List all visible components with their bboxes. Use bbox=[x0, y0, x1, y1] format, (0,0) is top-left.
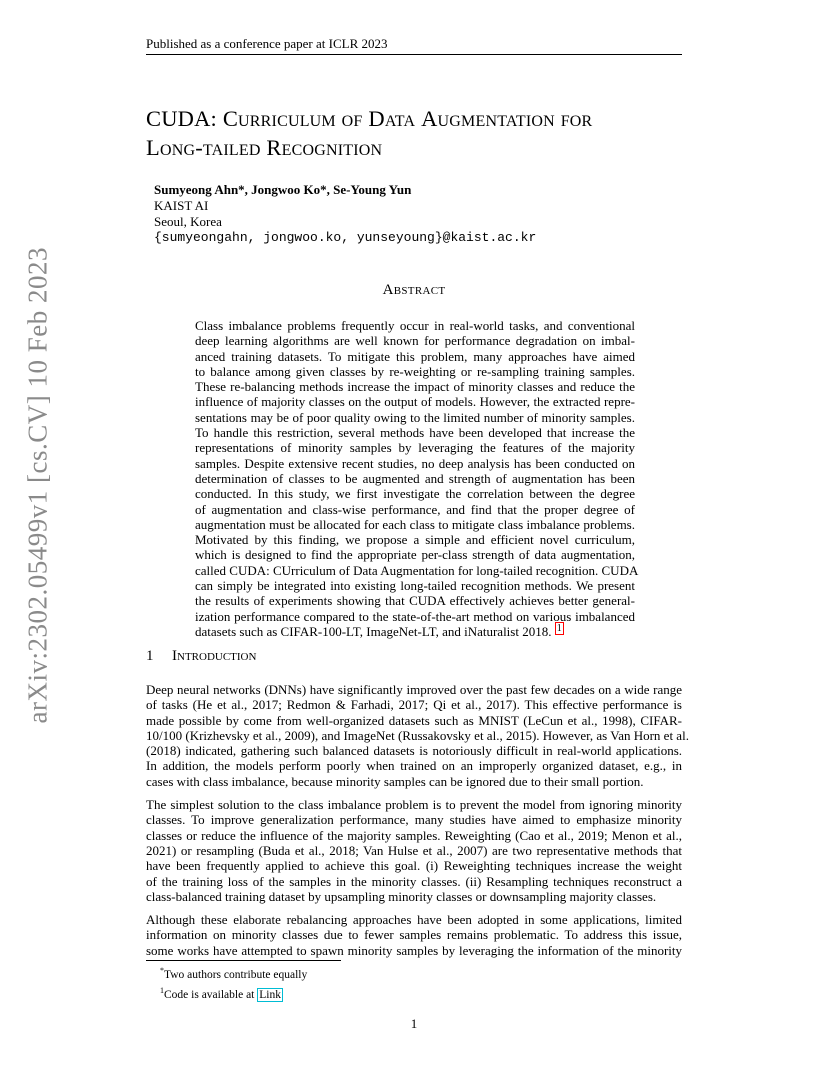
abstract-line: Class imbalance problems frequently occur in real-world tasks, and conventional bbox=[195, 318, 635, 333]
abstract-line: can simply be integrated into existing long-tailed recognition methods. We present bbox=[195, 578, 635, 594]
body-line: (2018) indicated, gathering such balanced datasets is notoriously difficult in real-world applications. bbox=[146, 743, 682, 759]
body-line: 10/100 (Krizhevsky et al., 2009), and ImageNet (Russakovsky et al., 2015). However, as Van Horn et al. bbox=[146, 727, 689, 743]
body-line: of tasks (He et al., 2017; Redmon & Farhadi, 2017; Qi et al., 2017). This effective performance is bbox=[146, 697, 682, 713]
location: Seoul, Korea bbox=[154, 214, 222, 229]
body-line: The simplest solution to the class imbalance problem is to prevent the model from ignoring minority bbox=[146, 797, 682, 813]
abstract-line: deep learning algorithms are well known for performance degradation on imbal- bbox=[195, 333, 635, 349]
introduction-body bbox=[146, 682, 689, 966]
header-rule bbox=[146, 54, 682, 55]
page-number: 1 bbox=[410, 1016, 418, 1031]
body-line: cases with class imbalance, because minority samples can be ignored due to their small portion. bbox=[146, 773, 644, 789]
section-heading-introduction: 1 Introduction bbox=[146, 648, 257, 664]
arxiv-stamp: arXiv:2302.05499v1 [cs.CV] 10 Feb 2023 bbox=[22, 247, 53, 724]
running-header: Published as a conference paper at ICLR 2023 bbox=[146, 36, 388, 51]
author-names: Sumyeong Ahn*, Jongwoo Ko*, Se-Young Yun bbox=[154, 182, 412, 197]
abstract-line: These re-balancing methods increase the impact of minority classes and reduce the bbox=[195, 379, 635, 395]
body-line: of the training loss of the samples in the minority classes. (ii) Resampling techniques reconstruct a bbox=[146, 873, 682, 889]
abstract-line: determination of classes to be augmented and strength of augmentation has been bbox=[195, 470, 635, 486]
footnote-2: $^1$Code is available at Link bbox=[160, 985, 281, 1001]
body-line: made possible by come from well-organized datasets such as MNIST (LeCun et al., 1998), CIFAR- bbox=[146, 712, 682, 728]
abstract-line: Motivated by this finding, we propose a simple and efficient novel curriculum, bbox=[195, 532, 635, 548]
abstract-line: which is designed to find the appropriate per-class strength of data augmentation, bbox=[195, 547, 635, 563]
footnote-ref-1[interactable]: 1 bbox=[556, 622, 562, 634]
abstract-line: the results of experiments showing that CUDA effectively achieves better general- bbox=[195, 593, 635, 609]
abstract-line: sentations may be of poor quality owing to the limited number of minority samples. bbox=[195, 409, 635, 425]
affiliation: KAIST AI bbox=[154, 198, 209, 213]
paper-title: CUDA: Curriculum of Data Augmentation for Long-tailed Recognition bbox=[146, 106, 593, 160]
author-email: {sumyeongahn, jongwoo.ko, yunseyoung}@kaist.ac.kr bbox=[154, 230, 537, 245]
abstract-line: samples. Despite extensive recent studies, no deep analysis has been conducted on bbox=[195, 455, 635, 471]
abstract-heading: Abstract bbox=[382, 282, 446, 298]
abstract-body bbox=[195, 318, 639, 639]
code-link[interactable]: Link bbox=[259, 988, 281, 1001]
paragraph-3 bbox=[146, 912, 682, 958]
abstract-line: to balance among given classes by re-weighting or re-sampling training samples. bbox=[195, 363, 635, 379]
body-line: In addition, the models perform poorly when trained on an improperly organized dataset, e.g., in bbox=[146, 758, 682, 774]
abstract-line: ization performance compared to the state-of-the-art method on various imbalanced bbox=[195, 608, 635, 624]
body-line: have been frequently applied to achieve this goal. (i) Reweighting techniques increase the weight bbox=[146, 858, 682, 874]
paragraph-1 bbox=[146, 682, 689, 789]
paragraph-2 bbox=[146, 797, 682, 904]
author-block bbox=[154, 182, 536, 246]
footnotes bbox=[160, 963, 307, 1003]
abstract-line: anced training datasets. To mitigate this problem, many approaches have aimed bbox=[195, 348, 635, 364]
abstract-line: of augmentation and class-wise performance, and find that the proper degree of bbox=[195, 501, 635, 517]
abstract-line: To handle this restriction, several methods have been developed that increase the bbox=[195, 425, 635, 441]
abstract-line: representations of minority samples by leveraging the features of the majority bbox=[195, 440, 635, 456]
body-line: Deep neural networks (DNNs) have significantly improved over the past few decades on a wide range bbox=[146, 682, 682, 697]
body-line: classes. To improve generalization performance, many studies have aimed to emphasize minority bbox=[146, 812, 682, 828]
footnote-1: *Two authors contribute equally bbox=[160, 966, 308, 981]
body-line: some works have attempted to spawn minority samples by leveraging the information of the minority bbox=[146, 942, 682, 958]
body-line: Although these elaborate rebalancing approaches have been adopted in some applications, limited bbox=[146, 912, 682, 928]
body-line: classes or reduce the influence of the majority samples. Reweighting (Cao et al., 2019; Menon et al., bbox=[146, 827, 682, 843]
abstract-line: called CUDA: CUrriculum of Data Augmentation for long-tailed recognition. CUDA bbox=[195, 562, 639, 578]
body-line: class-balanced training dataset by upsampling minority classes or downsampling majority classes. bbox=[146, 888, 657, 904]
body-line: information on minority classes due to fewer samples remains problematic. To address this issue, bbox=[146, 927, 682, 943]
abstract-line: augmentation must be allocated for each class to mitigate class imbalance problems. bbox=[195, 516, 635, 532]
abstract-line: influence of majority classes on the output of models. However, the extracted repre- bbox=[195, 394, 635, 410]
abstract-line: conducted. In this study, we first investigate the correlation between the degree bbox=[195, 486, 635, 502]
body-line: 2021) or resampling (Buda et al., 2018; Van Hulse et al., 2007) are two representative methods that bbox=[146, 842, 682, 858]
abstract-line: datasets such as CIFAR-100-LT, ImageNet-LT, and iNaturalist 2018. $^1$ bbox=[195, 622, 562, 639]
footnote-rule bbox=[146, 960, 341, 961]
